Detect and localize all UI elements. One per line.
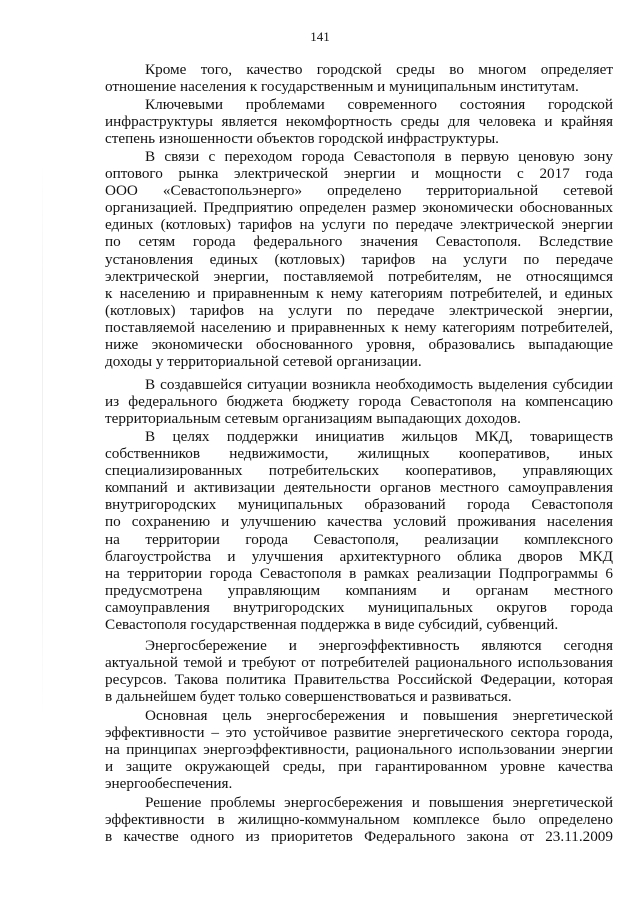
text-line: компаний и активизации деятельности органов местного самоуправления — [105, 479, 613, 497]
text-line: Севастополя государственная поддержка в виде субсидий, субвенций. — [105, 616, 559, 634]
paragraph — [105, 376, 613, 427]
text-line: ниже экономически обоснованного уровня, образовались выпадающие — [105, 336, 613, 354]
text-line: Решение проблемы энергосбережения и повышения энергетической — [145, 794, 613, 811]
text-line: (котловых) тарифов на услуги по передаче электрической энергии, — [105, 301, 613, 319]
text-line: предусмотрена управляющим компаниям и органам местного — [105, 581, 613, 599]
text-line: доходы у территориальной сетевой организации. — [105, 353, 422, 371]
text-line: В связи с переходом города Севастополя в первую ценовую зону — [145, 148, 613, 165]
text-line: В создавшейся ситуации возникла необходимость выделения субсидии — [145, 376, 613, 393]
paragraph — [105, 428, 613, 633]
text-line: Ключевыми проблемами современного состояния городской — [145, 96, 613, 113]
text-line: инфраструктуры является некомфортность среды для человека и крайняя — [105, 113, 613, 131]
text-line: энергообеспечения. — [105, 775, 233, 793]
paragraph — [105, 61, 613, 95]
text-line: и защите окружающей среды, при гарантированном уровне качества — [105, 758, 613, 776]
text-line: внутригородских муниципальных образований города Севастополя — [105, 496, 613, 514]
page-number: 141 — [310, 29, 330, 44]
text-line: в качестве одного из приоритетов Федерального закона от 23.11.2009 — [105, 828, 613, 846]
text-line: собственников недвижимости, жилищных кооперативов, иных — [105, 445, 613, 463]
paragraph — [105, 96, 613, 147]
text-line: электрической энергии, поставляемой потребителям, не относящимся — [105, 267, 613, 285]
paragraph — [105, 637, 613, 705]
text-line: специализированных потребительских кооперативов, управляющих — [105, 462, 613, 480]
paragraph — [105, 148, 613, 370]
text-line: благоустройства и улучшения архитектурного облика дворов МКД — [105, 547, 613, 565]
text-line: организацией. Предприятию определен размер экономически обоснованных — [105, 199, 613, 217]
paragraph — [105, 794, 613, 845]
text-line: единых (котловых) тарифов на услуги по передаче электрической энергии — [105, 216, 613, 234]
paragraph — [105, 707, 613, 792]
text-line: по сохранению и улучшению качества условий проживания населения — [105, 513, 613, 531]
text-line: самоуправления внутригородских муниципальных округов города — [105, 598, 613, 616]
text-line: эффективности – это устойчивое развитие энергетического сектора города, — [105, 724, 613, 742]
text-line: степень изношенности объектов городской инфраструктуры. — [105, 130, 499, 148]
text-line: установления единых (котловых) тарифов на услуги по передаче — [105, 250, 613, 268]
text-line: оптового рынка электрической энергии и мощности с 2017 года — [105, 165, 613, 183]
text-line: поставляемой населению и приравненных к нему категориям потребителей, — [105, 318, 613, 336]
text-line: Основная цель энергосбережения и повышения энергетической — [145, 707, 613, 724]
text-line: территориальным сетевым организациям выпадающих доходов. — [105, 410, 521, 428]
text-line: по сетям города федерального значения Севастополя. Вследствие — [105, 233, 613, 251]
text-line: Кроме того, качество городской среды во многом определяет — [145, 61, 613, 78]
text-line: из федерального бюджета бюджету города Севастополя на компенсацию — [105, 393, 613, 411]
text-line: на территории города Севастополя в рамках реализации Подпрограммы 6 — [105, 564, 613, 582]
text-line: В целях поддержки инициатив жильцов МКД, товариществ — [145, 428, 613, 445]
text-line: в дальнейшем будет только совершенствоваться и развиваться. — [105, 688, 512, 706]
text-line: на принципах энергоэффективности, рационального использовании энергии — [105, 741, 613, 759]
text-line: ООО «Севастопольэнерго» определено территориальной сетевой — [105, 182, 613, 200]
text-line: Энергосбережение и энергоэффективность являются сегодня — [145, 637, 613, 654]
scan-margin-shadow — [42, 160, 43, 720]
text-line: на территории города Севастополя, реализации комплексного — [105, 530, 613, 548]
text-line: актуальной темой и требуют от потребителей рационального использования — [105, 654, 613, 672]
text-line: эффективности в жилищно-коммунальном комплексе было определено — [105, 811, 613, 829]
text-line: ресурсов. Такова политика Правительства Российской Федерации, которая — [105, 671, 613, 689]
text-line: отношение населения к государственным и муниципальным институтам. — [105, 78, 579, 96]
text-line: к населению и приравненным к нему категориям потребителей, и единых — [105, 284, 613, 302]
